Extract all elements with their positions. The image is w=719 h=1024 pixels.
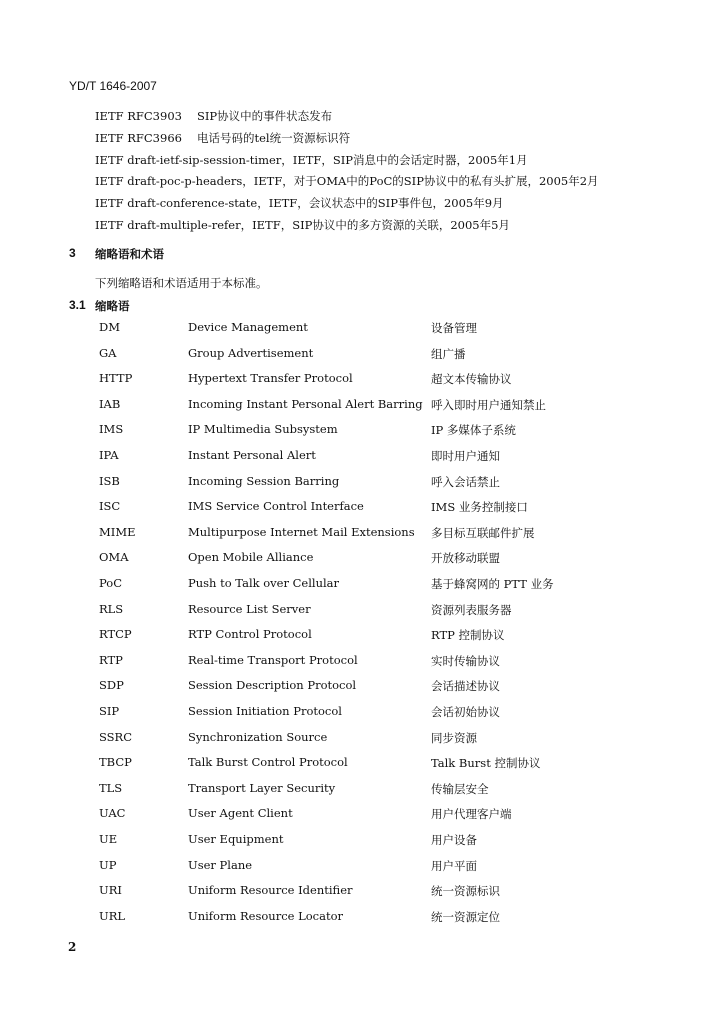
abbreviation-english: IMS Service Control Interface: [188, 499, 364, 513]
abbreviation-english: User Agent Client: [188, 806, 293, 820]
subsection-title: 缩略语: [95, 299, 130, 313]
reference-id: IETF RFC3903: [95, 109, 182, 123]
abbreviation-row: [0, 883, 719, 903]
reference-id: IETF RFC3966: [95, 131, 182, 145]
reference-id: IETF draft-ietf-sip-session-timer，IETF，SIP消息中的会话定时器，2005年1月: [95, 153, 528, 167]
abbreviation-row: [0, 858, 719, 878]
reference-desc: SIP协议中的事件状态发布: [197, 109, 333, 123]
abbreviation-term: TBCP: [99, 755, 132, 769]
abbreviation-chinese: IMS 业务控制接口: [431, 500, 528, 514]
abbreviation-english: Incoming Session Barring: [188, 474, 340, 488]
abbreviation-term: DM: [99, 320, 120, 334]
abbreviation-row: [0, 909, 719, 929]
reference-desc: 电话号码的tel统一资源标识符: [197, 131, 351, 145]
abbreviation-term: IMS: [99, 422, 124, 436]
abbreviation-row: [0, 627, 719, 647]
reference-item: [95, 152, 528, 168]
abbreviation-row: [0, 602, 719, 622]
abbreviation-term: IAB: [99, 397, 121, 411]
abbreviation-english: Session Description Protocol: [188, 678, 357, 692]
abbreviation-term: UAC: [99, 806, 126, 820]
reference-id: IETF draft-conference-state，IETF，会议状态中的SIP事件包，2005年9月: [95, 196, 504, 210]
abbreviation-row: [0, 730, 719, 750]
abbreviation-chinese: 统一资源标识: [431, 884, 500, 898]
abbreviation-term: ISB: [99, 474, 120, 488]
abbreviation-term: IPA: [99, 448, 119, 462]
abbreviation-term: GA: [99, 346, 117, 360]
abbreviation-term: RTCP: [99, 627, 132, 641]
reference-item: [95, 108, 332, 124]
reference-item: [95, 195, 504, 211]
reference-id: IETF draft-multiple-refer，IETF，SIP协议中的多方资源的关联，2005年5月: [95, 218, 510, 232]
abbreviation-term: SSRC: [99, 730, 133, 744]
section-number: 3: [69, 246, 76, 260]
abbreviation-english: Uniform Resource Identifier: [188, 883, 353, 897]
document-header-id: YD/T 1646-2007: [69, 79, 157, 93]
abbreviation-row: [0, 678, 719, 698]
abbreviation-row: [0, 576, 719, 596]
abbreviation-chinese: 用户代理客户端: [431, 807, 512, 821]
abbreviation-english: User Equipment: [188, 832, 284, 846]
abbreviation-english: Real-time Transport Protocol: [188, 653, 358, 667]
abbreviation-term: SIP: [99, 704, 120, 718]
abbreviation-term: MIME: [99, 525, 136, 539]
abbreviation-english: Push to Talk over Cellular: [188, 576, 340, 590]
abbreviation-chinese: IP 多媒体子系统: [431, 423, 516, 437]
abbreviation-row: [0, 525, 719, 545]
abbreviation-english: Instant Personal Alert: [188, 448, 316, 462]
abbreviation-term: ISC: [99, 499, 121, 513]
abbreviation-row: [0, 474, 719, 494]
abbreviation-term: RTP: [99, 653, 123, 667]
abbreviation-chinese: 统一资源定位: [431, 910, 500, 924]
abbreviation-chinese: 超文本传输协议: [431, 372, 512, 386]
abbreviation-chinese: 多目标互联邮件扩展: [431, 526, 535, 540]
abbreviation-chinese: RTP 控制协议: [431, 628, 505, 642]
abbreviation-chinese: 开放移动联盟: [431, 551, 500, 565]
abbreviation-term: URI: [99, 883, 122, 897]
abbreviation-chinese: 传输层安全: [431, 782, 489, 796]
abbreviation-chinese: 即时用户通知: [431, 449, 500, 463]
abbreviation-term: OMA: [99, 550, 129, 564]
abbreviation-english: RTP Control Protocol: [188, 627, 312, 641]
abbreviation-row: [0, 755, 719, 775]
abbreviation-english: Session Initiation Protocol: [188, 704, 342, 718]
abbreviation-term: TLS: [99, 781, 123, 795]
abbreviation-english: Talk Burst Control Protocol: [188, 755, 348, 769]
abbreviation-chinese: 组广播: [431, 347, 466, 361]
abbreviation-chinese: 会话描述协议: [431, 679, 500, 693]
abbreviation-term: RLS: [99, 602, 124, 616]
reference-id: IETF draft-poc-p-headers，IETF，对于OMA中的PoC的SIP协议中的私有头扩展，2005年2月: [95, 174, 599, 188]
section-intro: 下列缩略语和术语适用于本标准。: [95, 276, 268, 290]
abbreviation-chinese: 同步资源: [431, 731, 477, 745]
subsection-number: 3.1: [69, 298, 86, 312]
abbreviation-english: User Plane: [188, 858, 253, 872]
abbreviation-row: [0, 832, 719, 852]
abbreviation-row: [0, 806, 719, 826]
abbreviation-row: [0, 781, 719, 801]
abbreviation-chinese: 呼入会话禁止: [431, 475, 500, 489]
abbreviation-chinese: 资源列表服务器: [431, 603, 512, 617]
abbreviation-row: [0, 653, 719, 673]
abbreviation-english: Multipurpose Internet Mail Extensions: [188, 525, 415, 539]
abbreviation-term: UE: [99, 832, 118, 846]
reference-item: [95, 130, 350, 146]
reference-item: [95, 217, 510, 233]
abbreviation-english: Resource List Server: [188, 602, 311, 616]
abbreviation-chinese: 基于蜂窝网的 PTT 业务: [431, 577, 554, 591]
abbreviation-row: [0, 397, 719, 417]
abbreviation-chinese: 用户设备: [431, 833, 477, 847]
abbreviation-chinese: 呼入即时用户通知禁止: [431, 398, 546, 412]
reference-item: [95, 173, 599, 189]
page-number: 2: [68, 940, 77, 954]
abbreviation-english: Synchronization Source: [188, 730, 328, 744]
abbreviation-row: [0, 499, 719, 519]
abbreviation-row: [0, 371, 719, 391]
abbreviation-chinese: 用户平面: [431, 859, 477, 873]
abbreviation-chinese: 会话初始协议: [431, 705, 500, 719]
abbreviation-term: HTTP: [99, 371, 133, 385]
abbreviation-row: [0, 422, 719, 442]
abbreviation-english: Group Advertisement: [188, 346, 314, 360]
abbreviation-english: Incoming Instant Personal Alert Barring: [188, 397, 423, 411]
abbreviation-term: UP: [99, 858, 117, 872]
abbreviation-term: SDP: [99, 678, 124, 692]
abbreviation-english: Hypertext Transfer Protocol: [188, 371, 353, 385]
abbreviation-chinese: 实时传输协议: [431, 654, 500, 668]
abbreviation-term: PoC: [99, 576, 122, 590]
abbreviation-english: IP Multimedia Subsystem: [188, 422, 338, 436]
abbreviation-chinese: 设备管理: [431, 321, 477, 335]
abbreviation-row: [0, 550, 719, 570]
abbreviation-row: [0, 320, 719, 340]
abbreviation-row: [0, 704, 719, 724]
abbreviation-english: Uniform Resource Locator: [188, 909, 344, 923]
abbreviation-english: Open Mobile Alliance: [188, 550, 314, 564]
abbreviation-row: [0, 346, 719, 366]
abbreviation-english: Device Management: [188, 320, 308, 334]
abbreviation-term: URL: [99, 909, 125, 923]
abbreviation-english: Transport Layer Security: [188, 781, 336, 795]
abbreviation-row: [0, 448, 719, 468]
section-title: 缩略语和术语: [95, 247, 164, 261]
abbreviation-chinese: Talk Burst 控制协议: [431, 756, 541, 770]
